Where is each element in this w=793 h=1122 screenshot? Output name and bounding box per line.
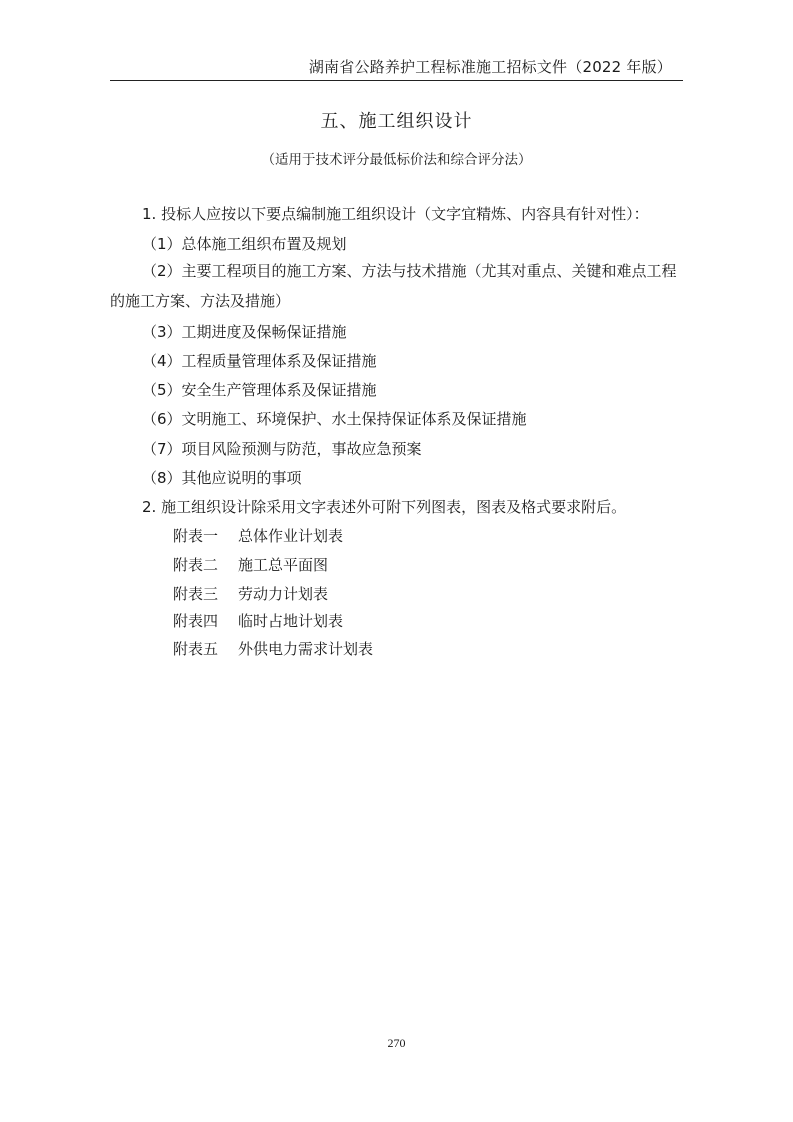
point-4: （4）工程质量管理体系及保证措施 [142, 352, 377, 370]
appendix-tag: 附表一 [173, 527, 219, 545]
item-1: 1. 投标人应按以下要点编制施工组织设计（文字宜精炼、内容具有针对性）： [142, 205, 649, 223]
appendix-2 [173, 554, 328, 575]
appendix-name: 施工总平面图 [238, 556, 329, 574]
header-rule [110, 80, 683, 81]
appendix-name: 劳动力计划表 [238, 585, 329, 603]
point-6: （6）文明施工、环境保护、水土保持保证体系及保证措施 [142, 410, 527, 428]
appendix-name: 总体作业计划表 [238, 527, 344, 545]
point-8: （8）其他应说明的事项 [142, 469, 302, 487]
appendix-name: 外供电力需求计划表 [238, 640, 374, 658]
point-5: （5）安全生产管理体系及保证措施 [142, 381, 377, 399]
running-header: 湖南省公路养护工程标准施工招标文件（2022 年版） [308, 58, 672, 76]
point-3: （3）工期进度及保畅保证措施 [142, 323, 347, 341]
appendix-5 [173, 638, 373, 659]
item-2: 2. 施工组织设计除采用文字表述外可附下列图表，图表及格式要求附后。 [142, 498, 627, 516]
appendix-name: 临时占地计划表 [238, 612, 344, 630]
appendix-tag: 附表四 [173, 612, 219, 630]
appendix-4 [173, 610, 343, 631]
point-7: （7）项目风险预测与防范，事故应急预案 [142, 440, 422, 458]
section-title: 五、施工组织设计 [320, 111, 473, 132]
point-1: （1）总体施工组织布置及规划 [142, 235, 347, 253]
appendix-tag: 附表二 [173, 556, 219, 574]
appendix-tag: 附表五 [173, 640, 219, 658]
appendix-1 [173, 525, 343, 546]
appendix-3 [173, 583, 328, 604]
section-subtitle: （适用于技术评分最低标价法和综合评分法） [261, 152, 532, 168]
page-number: 270 [387, 1036, 406, 1050]
point-2: （2）主要工程项目的施工方案、方法与技术措施（尤其对重点、关键和难点工程的施工方案、方法及措施） [110, 262, 677, 310]
appendix-tag: 附表三 [173, 585, 219, 603]
